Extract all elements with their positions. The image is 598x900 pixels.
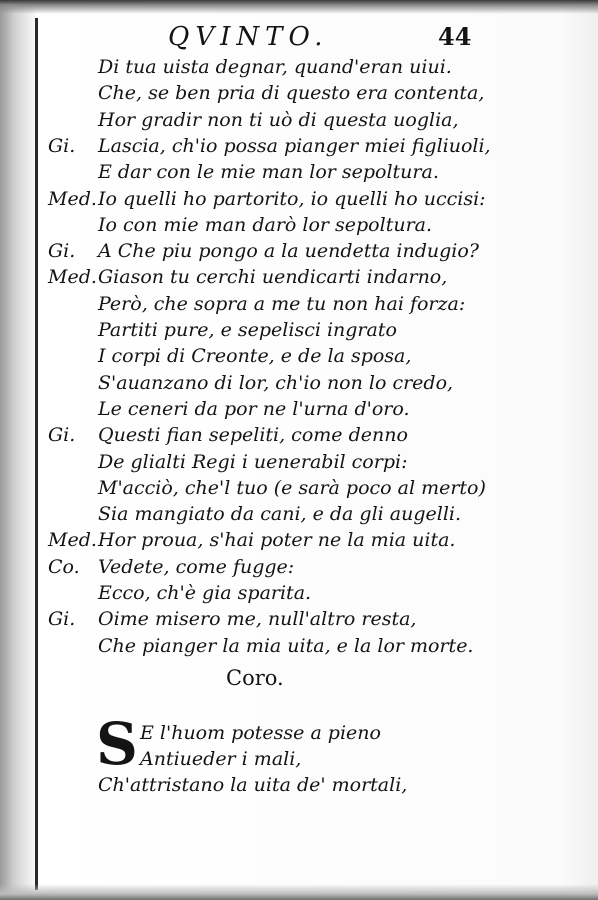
speaker-label: Med. <box>48 529 97 552</box>
chorus-line: Ch'attristano la uita de' mortali, <box>98 774 408 796</box>
verse-text: Sia mangiato da cani, e da gli augelli. <box>98 503 462 526</box>
verse-text: Io con mie man darò lor sepoltura. <box>98 213 433 236</box>
verse-text: A Che piu pongo a la uendetta indugio? <box>98 240 479 263</box>
verse-line <box>0 264 598 290</box>
verse-text: Hor gradir non ti uò di questa uoglia, <box>98 108 459 131</box>
verse-text: Le ceneri da por ne l'urna d'oro. <box>98 397 410 420</box>
verse-line <box>0 606 598 632</box>
verse-line <box>0 370 598 396</box>
verse-text: Partiti pure, e sepelisci ingrato <box>98 319 397 341</box>
verse-line <box>0 159 598 185</box>
verse-text: I corpi di Creonte, e de la sposa, <box>98 345 412 368</box>
verse-line <box>0 238 598 264</box>
verse-line <box>0 107 598 133</box>
verse-line <box>0 54 598 80</box>
speaker-label: Med. <box>48 266 97 289</box>
verse-line <box>0 633 598 659</box>
running-head: QVINTO. <box>168 22 329 52</box>
verse-line <box>0 527 598 553</box>
chorus-line: Antiueder i mali, <box>140 748 302 770</box>
verse-text: Vedete, come fugge: <box>98 555 295 578</box>
verse-text: Ecco, ch'è gia sparita. <box>98 582 312 604</box>
verse-text: Però, che sopra a me tu non hai forza: <box>98 292 466 315</box>
verse-line <box>0 291 598 317</box>
verse-line <box>0 186 598 212</box>
verse-line <box>0 422 598 448</box>
verse-line <box>0 554 598 580</box>
verse-text: Lascia, ch'io possa pianger miei figliuoli, <box>98 134 491 157</box>
verse-line <box>0 343 598 369</box>
verse-text: Oime misero me, null'altro resta, <box>98 608 417 631</box>
verse-text: S'auanzano di lor, ch'io non lo credo, <box>98 371 454 394</box>
verse-text: De glialti Regi i uenerabil corpi: <box>98 450 408 473</box>
chorus-line: E l'huom potesse a pieno <box>140 722 381 744</box>
verse-line <box>0 212 598 238</box>
verse-text: E dar con le mie man lor sepoltura. <box>98 161 439 184</box>
speaker-label: Med. <box>48 187 97 210</box>
verse-line <box>0 449 598 475</box>
verse-text: Di tua uista degnar, quand'eran uiui. <box>98 56 452 78</box>
bottom-edge-shadow <box>0 884 598 900</box>
speaker-label: Gi. <box>48 608 76 631</box>
speaker-label: Gi. <box>48 424 76 447</box>
speaker-label: Gi. <box>48 240 76 263</box>
speaker-label: Co. <box>48 555 80 578</box>
verse-text: Questi fian sepeliti, come denno <box>98 424 408 447</box>
verse-line <box>0 475 598 501</box>
verse-line <box>0 317 598 343</box>
verse-line <box>0 396 598 422</box>
chorus-heading: Coro. <box>226 666 284 690</box>
top-edge-shadow <box>0 0 598 14</box>
verse-line <box>0 80 598 106</box>
page-number: 44 <box>438 22 472 51</box>
verse-line <box>0 501 598 527</box>
verse-text: Che pianger la mia uita, e la lor morte. <box>98 634 474 657</box>
speaker-label: Gi. <box>48 134 76 157</box>
verse-text: M'acciò, che'l tuo (e sarà poco al merto) <box>98 476 486 499</box>
verse-text: Che, se ben pria di questo era contenta, <box>98 82 485 105</box>
drop-cap: S <box>96 710 138 778</box>
verse-text: Hor proua, s'hai poter ne la mia uita. <box>98 529 456 552</box>
verse-text: Giason tu cerchi uendicarti indarno, <box>98 266 448 289</box>
verse-text: Io quelli ho partorito, io quelli ho uccisi: <box>98 187 486 210</box>
verse-line <box>0 580 598 606</box>
verse-line <box>0 133 598 159</box>
